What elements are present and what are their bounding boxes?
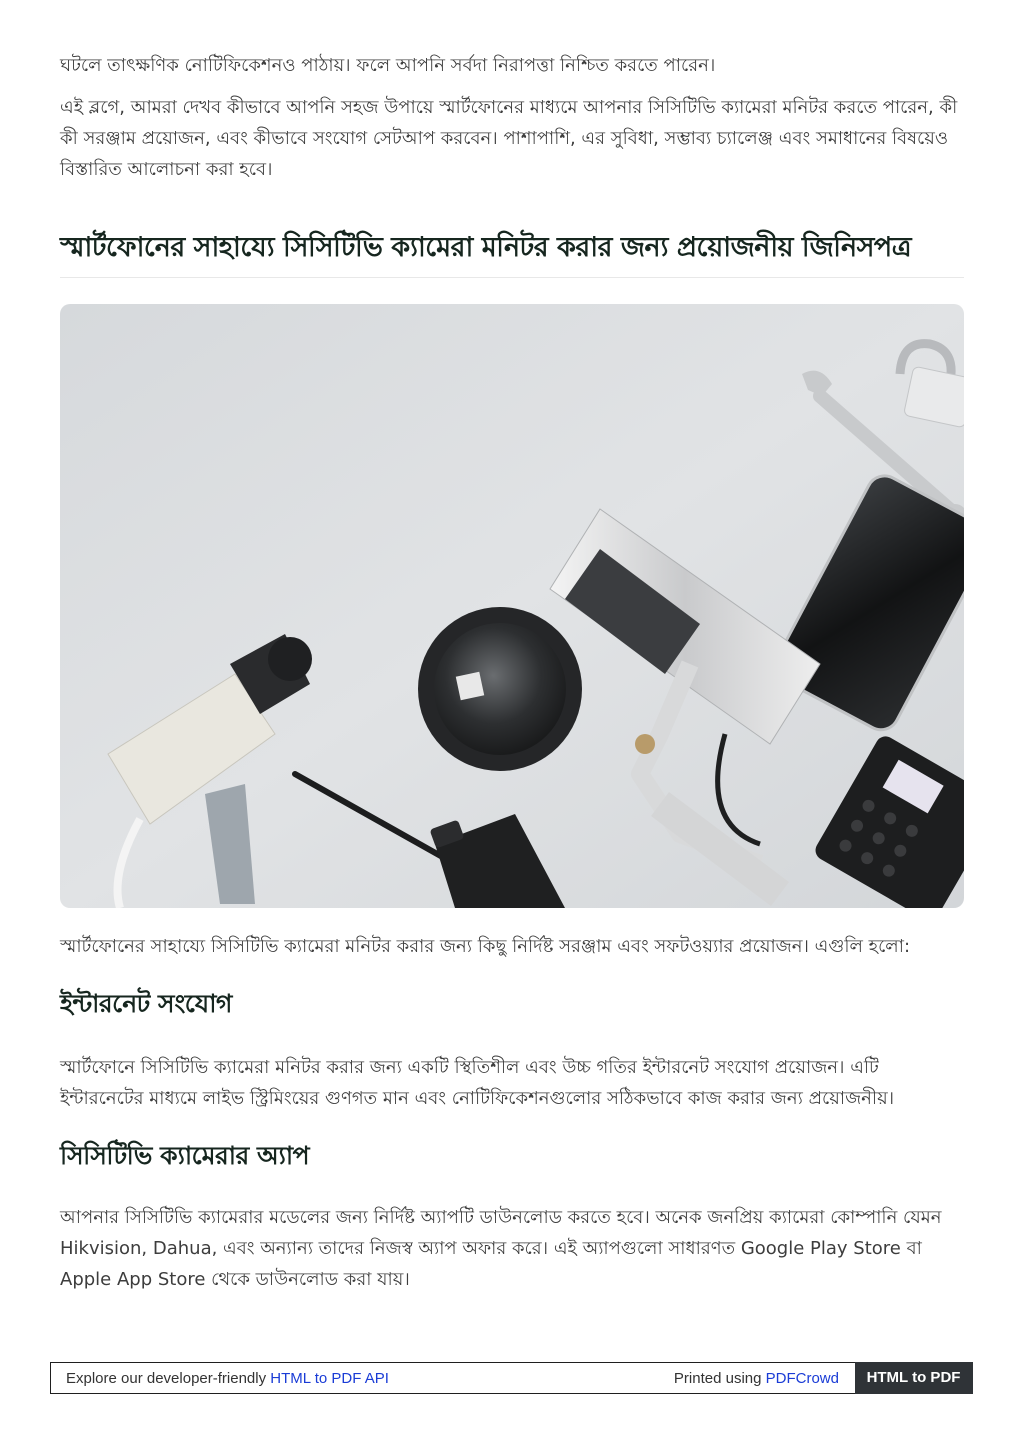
cctv-app-paragraph: আপনার সিসিটিভি ক্যামেরার মডেলের জন্য নির্দিষ্ট অ্যাপটি ডাউনলোড করতে হবে। অনেক জনপ্রিয় ক্যামেরা কোম্পানি যেমন Hikvision, Dahua, এবং অন্যান্য তাদের নিজস্ব অ্যাপ অফার করে। এই অ্যাপগুলো সাধারণত Google Play Store বা Apple App Store থেকে ডাউনলোড করা যায়। — [60, 1207, 942, 1290]
dome-camera-icon — [418, 607, 582, 771]
html-to-pdf-api-link[interactable]: HTML to PDF API — [270, 1370, 389, 1387]
heading-divider — [60, 277, 964, 278]
footer-left — [66, 1370, 389, 1387]
section-heading: স্মার্টফোনের সাহায্যে সিসিটিভি ক্যামেরা মনিটর করার জন্য প্রয়োজনীয় জিনিসপত্র — [60, 232, 912, 263]
pdfcrowd-link[interactable]: PDFCrowd — [765, 1370, 839, 1387]
cctv-app-heading: সিসিটিভি ক্যামেরার অ্যাপ — [60, 1141, 310, 1170]
footer-right — [674, 1370, 839, 1387]
image-caption: স্মার্টফোনের সাহায্যে সিসিটিভি ক্যামেরা মনিটর করার জন্য কিছু নির্দিষ্ট সরঞ্জাম এবং সফটওয়্যার প্রয়োজন। এগুলি হলো: — [60, 936, 911, 957]
cctv-equipment-image — [60, 304, 964, 908]
footer-right-text: Printed using — [673, 1370, 762, 1387]
html-to-pdf-badge[interactable]: HTML to PDF — [855, 1362, 973, 1394]
pdfcrowd-footer — [50, 1362, 972, 1394]
internet-connection-heading: ইন্টারনেট সংযোগ — [60, 989, 232, 1018]
internet-connection-paragraph: স্মার্টফোনে সিসিটিভি ক্যামেরা মনিটর করার জন্য একটি স্থিতিশীল এবং উচ্চ গতির ইন্টারনেট সংযোগ প্রয়োজন। এটি ইন্টারনেটের মাধ্যমে লাইভ স্ট্রিমিংয়ের গুণগত মান এবং নোটিফিকেশনগুলোর সঠিকভাবে কাজ করার জন্য প্রয়োজনীয়। — [60, 1057, 895, 1109]
blog-intro-paragraph: এই ব্লগে, আমরা দেখব কীভাবে আপনি সহজ উপায়ে স্মার্টফোনের মাধ্যমে আপনার সিসিটিভি ক্যামেরা মনিটর করতে পারেন, কী কী সরঞ্জাম প্রয়োজন, এবং কীভাবে সংযোগ সেটআপ করবেন। পাশাপাশি, এর সুবিধা, সম্ভাব্য চ্যালেঞ্জ এবং সমাধানের বিষয়েও বিস্তারিত আলোচনা করা হবে। — [60, 97, 958, 180]
intro-paragraph: ঘটলে তাৎক্ষণিক নোটিফিকেশনও পাঠায়। ফলে আপনি সর্বদা নিরাপত্তা নিশ্চিত করতে পারেন। — [60, 55, 716, 76]
footer-left-text: Explore our developer-friendly — [66, 1370, 267, 1387]
